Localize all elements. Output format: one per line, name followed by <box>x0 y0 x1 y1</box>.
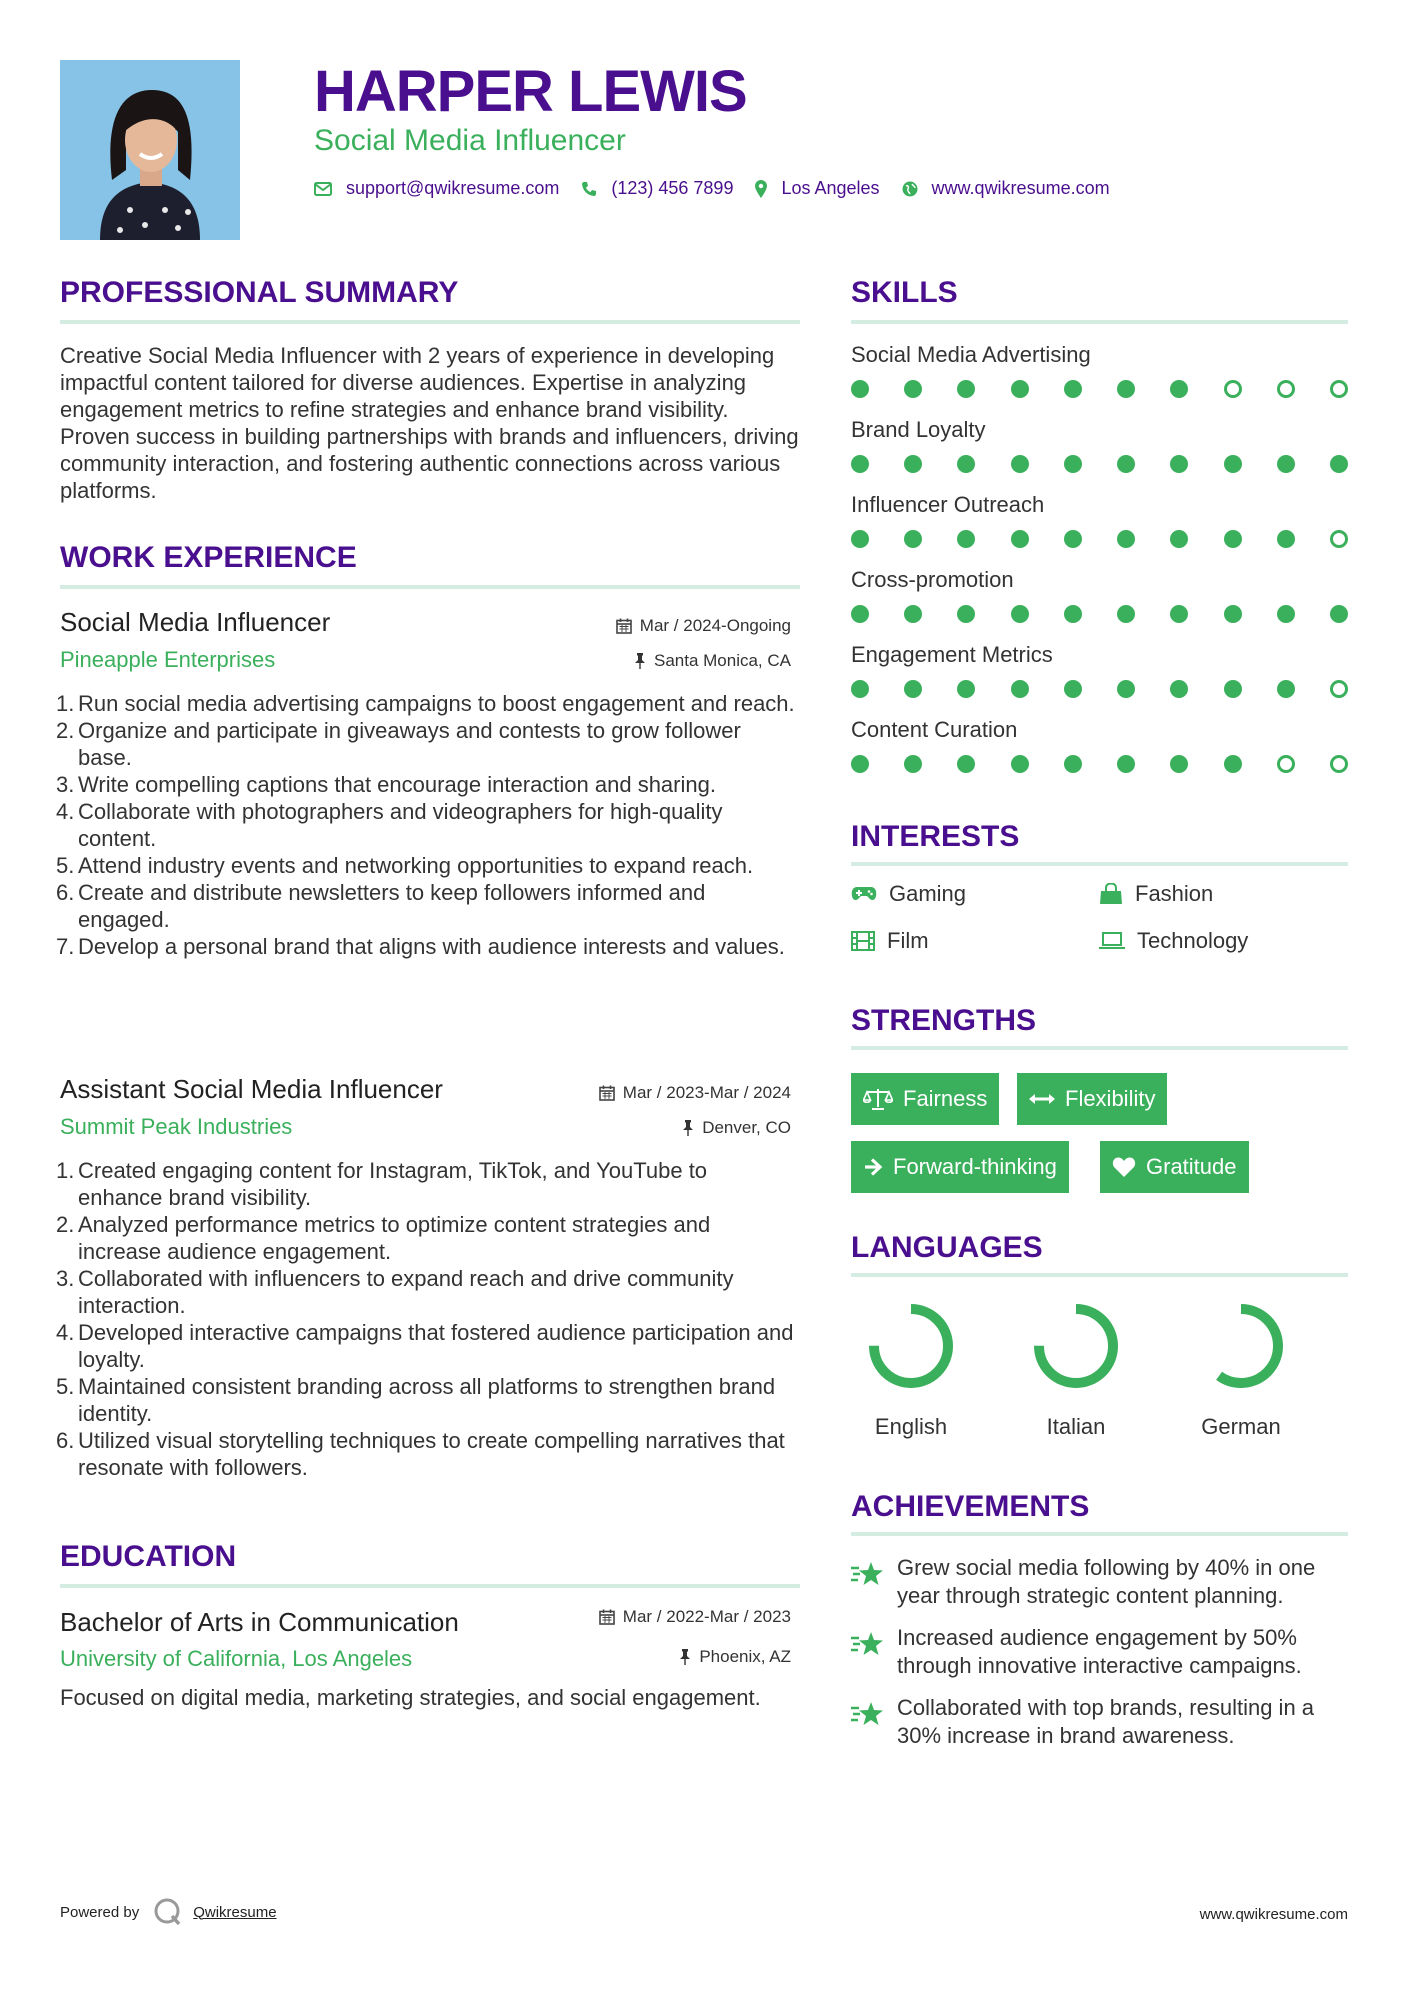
rating-dot-filled <box>1064 680 1082 698</box>
rating-dot-filled <box>851 755 869 773</box>
education-dates-text: Mar / 2022-Mar / 2023 <box>622 1607 791 1626</box>
language-proficiency-ring <box>1195 1300 1287 1392</box>
language-item <box>1181 1300 1301 1440</box>
footer-website[interactable]: www.qwikresume.com <box>1199 1906 1348 1923</box>
strength-badge-fairness <box>851 1073 999 1125</box>
skills-heading: SKILLS <box>851 276 958 309</box>
experience-divider <box>60 585 800 589</box>
rating-dot-filled <box>1277 455 1295 473</box>
rating-dot-filled <box>1064 530 1082 548</box>
rating-dot-filled <box>1011 755 1029 773</box>
skill-rating <box>851 680 1348 698</box>
rating-dot-filled <box>1117 455 1135 473</box>
arrows-horizontal-icon <box>1029 1092 1055 1106</box>
rating-dot-filled <box>1170 380 1188 398</box>
rating-dot-filled <box>957 530 975 548</box>
rating-dot-filled <box>1170 680 1188 698</box>
rating-dot-filled <box>957 755 975 773</box>
rating-dot-filled <box>1117 380 1135 398</box>
shooting-star-icon <box>851 1560 885 1588</box>
skill-rating <box>851 380 1348 398</box>
skill-rating <box>851 605 1348 623</box>
rating-dot-filled <box>1117 530 1135 548</box>
pushpin-icon <box>679 1649 691 1665</box>
strength-label: Gratitude <box>1146 1154 1237 1179</box>
contact-bar <box>314 178 1132 199</box>
rating-dot-filled <box>904 530 922 548</box>
language-proficiency-arc <box>874 1309 948 1383</box>
job-company: Summit Peak Industries <box>60 1114 293 1139</box>
skill-rating <box>851 755 1348 773</box>
job-bullets <box>56 690 796 960</box>
list-item: 6. Create and distribute newsletters to keep followers informed and engaged. <box>56 880 706 932</box>
summary-divider <box>60 320 800 324</box>
summary-text: Creative Social Media Influencer with 2 years of experience in developing impactful content tailored for diverse audiences. Expertise in analyzing engagement metrics to refine strategies and enhance brand visibility. Proven success in building partnerships with brands and influencers, driving community interaction, and fostering authentic connections across various platforms. <box>60 343 799 503</box>
language-proficiency-ring <box>1030 1300 1122 1392</box>
rating-dot-filled <box>1170 605 1188 623</box>
language-name: English <box>874 1414 948 1439</box>
rating-dot-empty <box>1224 380 1242 398</box>
achievement-text: Grew social media following by 40% in one year through strategic content planning. <box>897 1555 1316 1608</box>
rating-dot-filled <box>1277 530 1295 548</box>
interest-item-gaming <box>851 881 966 907</box>
job-bullets <box>56 1157 796 1481</box>
portrait-image <box>60 60 240 240</box>
skill-name: Influencer Outreach <box>851 492 1045 517</box>
language-item <box>1016 1300 1136 1440</box>
rating-dot-filled <box>1277 605 1295 623</box>
language-name: German <box>1201 1414 1281 1439</box>
list-item: 6. Utilized visual storytelling techniques to create compelling narratives that resonate with followers. <box>56 1428 785 1480</box>
job-location <box>634 651 791 671</box>
job-title: Assistant Social Media Influencer <box>60 1074 443 1104</box>
education-description: Focused on digital media, marketing strategies, and social engagement. <box>60 1685 761 1710</box>
interests-heading: INTERESTS <box>851 820 1020 853</box>
job-title: Social Media Influencer <box>60 607 331 637</box>
interest-label: Fashion <box>1135 881 1214 906</box>
rating-dot-filled <box>1224 605 1242 623</box>
laptop-icon <box>1099 932 1125 950</box>
contact-website[interactable] <box>902 178 1110 199</box>
skills-divider <box>851 320 1348 324</box>
strength-badge-forward-thinking <box>851 1141 1069 1193</box>
interest-item-technology <box>1099 928 1248 954</box>
gamepad-icon <box>851 886 877 902</box>
job-dates <box>616 616 791 636</box>
list-item: 4. Developed interactive campaigns that fostered audience participation and loyalty. <box>56 1320 794 1372</box>
interests-divider <box>851 862 1348 866</box>
strengths-heading: STRENGTHS <box>851 1004 1037 1037</box>
summary-heading: PROFESSIONAL SUMMARY <box>60 276 459 309</box>
rating-dot-filled <box>1011 380 1029 398</box>
rating-dot-filled <box>904 455 922 473</box>
education-location <box>679 1647 791 1667</box>
rating-dot-filled <box>851 455 869 473</box>
list-item: 5. Maintained consistent branding across all platforms to strengthen brand identity. <box>56 1374 776 1426</box>
achievement-item <box>851 1694 1351 1750</box>
interest-label: Film <box>887 928 929 953</box>
rating-dot-filled <box>851 530 869 548</box>
contact-location <box>755 178 879 199</box>
website-text[interactable]: www.qwikresume.com <box>931 178 1110 198</box>
rating-dot-filled <box>957 680 975 698</box>
language-proficiency-arc <box>1204 1309 1278 1383</box>
rating-dot-filled <box>904 755 922 773</box>
rating-dot-filled <box>1064 755 1082 773</box>
skill-rating <box>851 455 1348 473</box>
experience-heading: WORK EXPERIENCE <box>60 541 357 574</box>
rating-dot-filled <box>1011 680 1029 698</box>
rating-dot-empty <box>1330 680 1348 698</box>
strength-badge-flexibility <box>1017 1073 1167 1125</box>
rating-dot-filled <box>1224 530 1242 548</box>
phone-icon <box>581 181 597 197</box>
profile-photo <box>60 60 240 240</box>
achievement-text: Collaborated with top brands, resulting in a 30% increase in brand awareness. <box>897 1695 1315 1748</box>
languages-divider <box>851 1273 1348 1277</box>
rating-dot-empty <box>1330 755 1348 773</box>
list-item: 4. Collaborate with photographers and videographers for high-quality content. <box>56 799 723 851</box>
qwikresume-link[interactable]: Qwikresume <box>193 1903 277 1921</box>
rating-dot-filled <box>1064 455 1082 473</box>
list-item: 1. Run social media advertising campaigns to boost engagement and reach. <box>56 691 795 716</box>
school-name: University of California, Los Angeles <box>60 1646 413 1671</box>
education-dates <box>599 1607 791 1627</box>
rating-dot-filled <box>1170 755 1188 773</box>
strength-badge-gratitude <box>1100 1141 1249 1193</box>
list-item: 3. Write compelling captions that encourage interaction and sharing. <box>56 772 716 797</box>
shopping-bag-icon <box>1099 883 1123 905</box>
heart-icon <box>1112 1156 1136 1178</box>
rating-dot-filled <box>1117 755 1135 773</box>
envelope-icon <box>314 182 332 196</box>
rating-dot-filled <box>904 680 922 698</box>
education-divider <box>60 1584 800 1588</box>
degree-title: Bachelor of Arts in Communication <box>60 1607 459 1637</box>
languages-heading: LANGUAGES <box>851 1231 1043 1264</box>
calendar-icon <box>599 1609 615 1625</box>
arrow-right-icon <box>863 1157 883 1177</box>
contact-email[interactable] <box>314 178 559 199</box>
shooting-star-icon <box>851 1630 885 1658</box>
language-name: Italian <box>1046 1414 1106 1439</box>
candidate-title: Social Media Influencer <box>314 124 626 157</box>
rating-dot-filled <box>1224 455 1242 473</box>
rating-dot-filled <box>1330 455 1348 473</box>
pushpin-icon <box>634 653 646 669</box>
job-location-text: Santa Monica, CA <box>653 651 791 670</box>
calendar-icon <box>599 1085 615 1101</box>
rating-dot-filled <box>957 605 975 623</box>
skill-name: Cross-promotion <box>851 567 1014 592</box>
interest-label: Gaming <box>889 881 967 906</box>
candidate-name: HARPER LEWIS <box>314 59 747 124</box>
list-item: 2. Analyzed performance metrics to optimize content strategies and increase audience engagement. <box>56 1212 711 1264</box>
rating-dot-filled <box>1117 680 1135 698</box>
job-dates-text: Mar / 2024-Ongoing <box>639 616 791 635</box>
language-item <box>851 1300 971 1440</box>
rating-dot-filled <box>1011 605 1029 623</box>
pushpin-icon <box>682 1120 694 1136</box>
rating-dot-filled <box>1277 680 1295 698</box>
shooting-star-icon <box>851 1700 885 1728</box>
job-company: Pineapple Enterprises <box>60 647 276 672</box>
strengths-divider <box>851 1046 1348 1050</box>
list-item: 3. Collaborated with influencers to expand reach and drive community interaction. <box>56 1266 734 1318</box>
email-text[interactable]: support@qwikresume.com <box>346 178 560 198</box>
rating-dot-filled <box>851 380 869 398</box>
skill-name: Social Media Advertising <box>851 342 1091 367</box>
powered-by-text: Powered by <box>60 1903 140 1921</box>
phone-text[interactable]: (123) 456 7899 <box>611 178 734 198</box>
rating-dot-filled <box>1064 380 1082 398</box>
rating-dot-filled <box>1011 455 1029 473</box>
qwikresume-logo-icon <box>153 1897 183 1927</box>
skill-name: Engagement Metrics <box>851 642 1053 667</box>
film-icon <box>851 931 875 951</box>
rating-dot-filled <box>904 380 922 398</box>
achievements-divider <box>851 1532 1348 1536</box>
achievement-text: Increased audience engagement by 50% through innovative interactive campaigns. <box>897 1625 1302 1678</box>
language-proficiency-arc <box>1039 1309 1113 1383</box>
list-item: 1. Created engaging content for Instagram, TikTok, and YouTube to enhance brand visibility. <box>56 1158 708 1210</box>
job-location-text: Denver, CO <box>702 1118 791 1137</box>
rating-dot-filled <box>957 380 975 398</box>
skill-name: Content Curation <box>851 717 1018 742</box>
calendar-icon <box>616 618 632 634</box>
rating-dot-filled <box>1011 530 1029 548</box>
education-location-text: Phoenix, AZ <box>699 1647 791 1666</box>
rating-dot-filled <box>1224 755 1242 773</box>
strength-label: Fairness <box>903 1086 988 1111</box>
education-heading: EDUCATION <box>60 1540 237 1573</box>
rating-dot-empty <box>1330 380 1348 398</box>
location-text: Los Angeles <box>781 178 880 198</box>
rating-dot-filled <box>1064 605 1082 623</box>
balance-scale-icon <box>863 1088 893 1110</box>
rating-dot-filled <box>1170 530 1188 548</box>
interest-label: Technology <box>1137 928 1249 953</box>
language-proficiency-ring <box>865 1300 957 1392</box>
strength-label: Flexibility <box>1065 1086 1156 1111</box>
job-dates <box>599 1083 791 1103</box>
list-item: 7. Develop a personal brand that aligns with audience interests and values. <box>56 934 785 959</box>
map-marker-icon <box>755 180 767 198</box>
rating-dot-empty <box>1330 530 1348 548</box>
list-item: 5. Attend industry events and networking opportunities to expand reach. <box>56 853 754 878</box>
globe-icon <box>902 181 918 197</box>
achievement-item <box>851 1554 1351 1610</box>
rating-dot-filled <box>851 680 869 698</box>
rating-dot-filled <box>1117 605 1135 623</box>
job-location <box>682 1118 791 1138</box>
rating-dot-empty <box>1277 380 1295 398</box>
skill-name: Brand Loyalty <box>851 417 986 442</box>
job-dates-text: Mar / 2023-Mar / 2024 <box>622 1083 791 1102</box>
strength-label: Forward-thinking <box>893 1154 1057 1179</box>
interest-item-film <box>851 928 929 954</box>
rating-dot-filled <box>1224 680 1242 698</box>
interest-item-fashion <box>1099 881 1213 907</box>
achievement-item <box>851 1624 1351 1680</box>
skill-rating <box>851 530 1348 548</box>
rating-dot-filled <box>904 605 922 623</box>
rating-dot-filled <box>851 605 869 623</box>
footer-powered-by <box>60 1897 277 1927</box>
rating-dot-filled <box>1170 455 1188 473</box>
rating-dot-filled <box>1330 605 1348 623</box>
achievements-heading: ACHIEVEMENTS <box>851 1490 1090 1523</box>
rating-dot-empty <box>1277 755 1295 773</box>
rating-dot-filled <box>957 455 975 473</box>
contact-phone[interactable] <box>581 178 733 199</box>
list-item: 2. Organize and participate in giveaways and contests to grow follower base. <box>56 718 741 770</box>
